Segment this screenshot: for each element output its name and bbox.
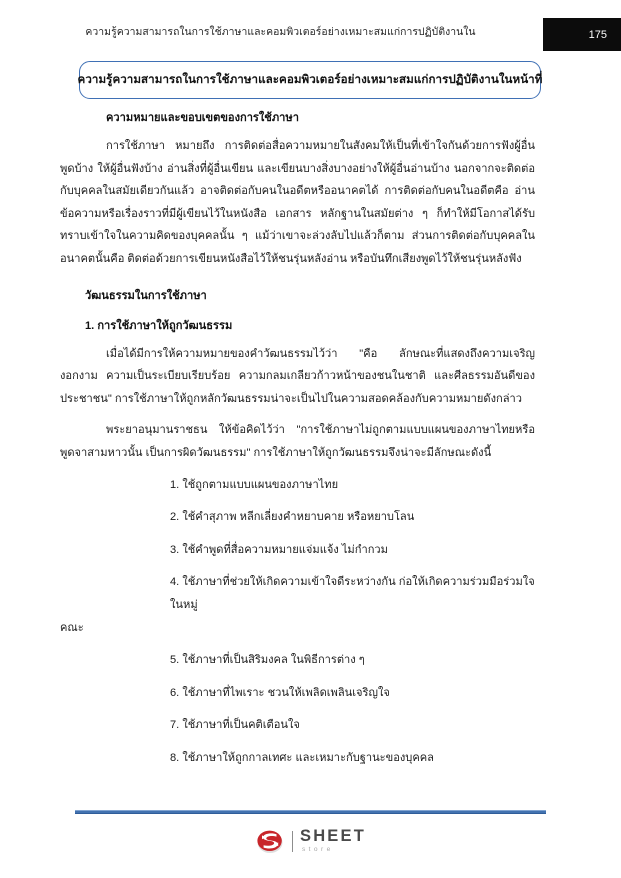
section-heading-meaning-scope: ความหมายและขอบเขตของการใช้ภาษา bbox=[106, 112, 299, 124]
running-header-text: ความรู้ความสามารถในการใช้ภาษาและคอมพิวเตอร์อย่างเหมาะสมแก่การปฏิบัติงานใน bbox=[85, 27, 476, 38]
list-item: 5. ใช้ภาษาที่เป็นสิริมงคล ในพิธีการต่าง ๆ bbox=[170, 654, 365, 667]
paragraph-language-use-definition bbox=[60, 135, 535, 271]
list-item: 2. ใช้คำสุภาพ หลีกเลี่ยงคำหยาบคาย หรือหยาบโลน bbox=[170, 511, 415, 524]
spacer bbox=[60, 410, 560, 419]
paragraph-text: พระยาอนุมานราชธน ให้ข้อคิดไว้ว่า "การใช้ภาษาไม่ถูกตามแบบแผนของภาษาไทยหรือพูดจาสามหาวนั้น เป็นการผิดวัฒนธรรม" การใช้ภาษาให้ถูกวัฒนธรรมจึงน่าจะมีลักษณะดังนี้ bbox=[60, 424, 535, 459]
footer-logo bbox=[0, 826, 621, 856]
list-item: 8. ใช้ภาษาให้ถูกกาลเทศะ และเหมาะกับฐานะของบุคคล bbox=[170, 751, 434, 764]
list-item: 6. ใช้ภาษาที่ไพเราะ ชวนให้เพลิดเพลินเจริญใจ bbox=[170, 686, 390, 699]
section-heading-culture-in-language: วัฒนธรรมในการใช้ภาษา bbox=[85, 289, 207, 302]
chapter-title-box bbox=[79, 61, 541, 99]
page-number-badge: 175 bbox=[543, 18, 621, 51]
list-item: 3. ใช้คำพูดที่สื่อความหมายแจ่มแจ้ง ไม่กำกวม bbox=[170, 543, 388, 556]
footer-divider-rule bbox=[75, 810, 546, 814]
logo-wordmark bbox=[300, 828, 366, 853]
chapter-title-text: ความรู้ความสามารถในการใช้ภาษาและคอมพิวเตอร์อย่างเหมาะสมแก่การปฏิบัติงานในหน้าที่ bbox=[77, 73, 543, 86]
list-item: 7. ใช้ภาษาที่เป็นคติเตือนใจ bbox=[170, 719, 300, 732]
document-body bbox=[60, 108, 560, 779]
section-heading-item-1: 1. การใช้ภาษาให้ถูกวัฒนธรรม bbox=[85, 319, 233, 332]
paragraph-phraya-anuman bbox=[60, 419, 535, 464]
list-item-overflow-text: คณะ bbox=[60, 621, 84, 634]
paragraph-culture-definition bbox=[60, 343, 535, 411]
spacer bbox=[60, 271, 560, 286]
paragraph-text: เมื่อได้มีการให้ความหมายของคำวัฒนธรรมไว้ว่า "คือ ลักษณะที่แสดงถึงความเจริญงอกงาม ความเป็นระเบียบเรียบร้อย ความกลมเกลียวก้าวหน้าของชนในชาติ และศีลธรรมอันดีของประชาชน" การใช้ภาษาให้ถูกหลักวัฒนธรรมน่าจะเป็นไปในความสอดคล้องกับความหมายดังกล่าว bbox=[60, 347, 535, 405]
paragraph-text: การใช้ภาษา หมายถึง การติดต่อสื่อความหมายในสังคมให้เป็นที่เข้าใจกันด้วยการฟังผู้อื่นพูดบ้าง ให้ผู้อื่นฟังบ้าง อ่านสิ่งที่ผู้อื่นเขียน และเขียนบางสิ่งบางอย่างให้ผู้อื่นอ่านบ้าง นอกจากจะติดต่อกับบุคคลในสมัยเดียวกันแล้ว อาจติดต่อกับคนในอดีตหรืออนาคตได้ การติดต่อกับคนในอดีตคือ อ่านข้อความหรือเรื่องราวที่มีผู้เขียนไว้ในหนังสือ เอกสาร หลักฐานในสมัยต่าง ๆ ก็ทำให้มีโอกาสได้รับทราบเข้าใจในความคิดของบุคคลนั้น ๆ แม้ว่าเขาจะล่วงลับไปแล้วก็ตาม ส่วนการติดต่อกับบุคคลในอนาคตนั้นคือ ติดต่อด้วยการเขียนหนังสือไว้ให้ชนรุ่นหลังอ่าน หรือบันทึกเสียงพูดไว้ให้ชนรุ่นหลังฟัง bbox=[60, 140, 535, 265]
list-item: 4. ใช้ภาษาที่ช่วยให้เกิดความเข้าใจดีระหว่างกัน ก่อให้เกิดความร่วมมือร่วมใจในหมู่ bbox=[170, 576, 535, 611]
page-header bbox=[0, 0, 621, 52]
logo-divider bbox=[292, 831, 293, 852]
logo-brand-sub: store bbox=[301, 845, 334, 853]
logo-brand-name: SHEET bbox=[299, 827, 366, 846]
sheet-store-emblem-icon bbox=[255, 826, 285, 856]
list-item: 1. ใช้ถูกตามแบบแผนของภาษาไทย bbox=[170, 478, 339, 491]
spacer bbox=[60, 465, 560, 474]
